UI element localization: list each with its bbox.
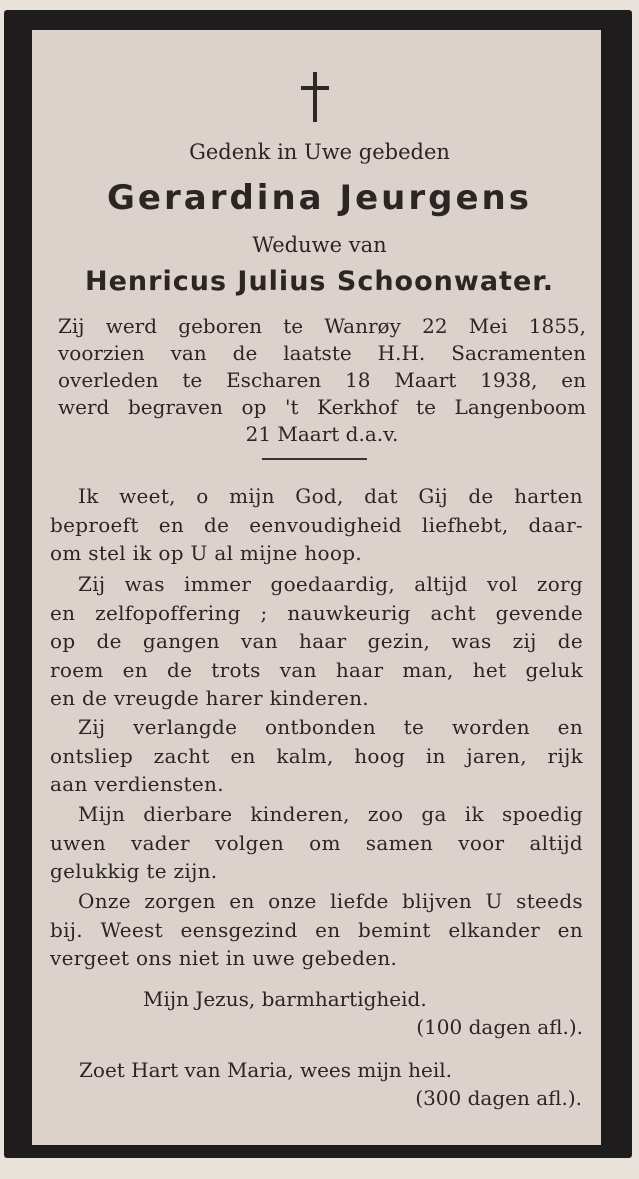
paragraph-farewell: Onze zorgen en onze liefde blijven U steeds bij. Weest eensgezind en bemint elkander en vergeet ons niet in uwe gebeden. — [50, 889, 583, 971]
bio-line: werd begraven op 't Kerkhof te Langenboom — [58, 395, 586, 419]
biography — [58, 313, 586, 448]
paragraph-children: Mijn dierbare kinderen, zoo ga ik spoedig uwen vader volgen om samen voor altijd gelukkig te zijn. — [50, 802, 583, 884]
relation-text: Weduwe van — [252, 233, 387, 257]
paragraph-prayer: Ik weet, o mijn God, dat Gij de harten beproeft en de eenvoudigheid liefhebt, daar- om stel ik op U al mijne hoop. — [50, 484, 583, 566]
cross-icon — [298, 72, 332, 122]
paragraph-death: Zij verlangde ontbonden te worden en ontsliep zacht en kalm, hoog in jaren, rijk aan verdiensten. — [50, 715, 583, 797]
deceased-name: Gerardina Jeurgens — [107, 178, 532, 218]
bio-line: overleden te Escharen 18 Maart 1938, en — [58, 368, 586, 392]
intro-text: Gedenk in Uwe gebeden — [189, 140, 450, 164]
indulgence-1: (100 dagen afl.). — [416, 1015, 583, 1039]
paragraph-character: Zij was immer goedaardig, altijd vol zorg en zelfopoffering ; nauwkeurig acht gevende op de gangen van haar gezin, was zij de roem en de trots van haar man, het geluk en de vreugde harer kinderen. — [50, 572, 583, 711]
spouse-name: Henricus Julius Schoonwater. — [85, 266, 554, 297]
indulgence-2: (300 dagen afl.). — [415, 1086, 582, 1110]
divider — [262, 458, 367, 460]
prayer-line-1: Mijn Jezus, barmhartigheid. — [143, 987, 427, 1011]
bio-line: 21 Maart d.a.v. — [245, 422, 399, 446]
bio-line: Zij werd geboren te Wanrøy 22 Mei 1855, — [58, 314, 586, 338]
prayer-line-2: Zoet Hart van Maria, wees mijn heil. — [79, 1058, 453, 1082]
bio-line: voorzien van de laatste H.H. Sacramenten — [58, 341, 586, 365]
